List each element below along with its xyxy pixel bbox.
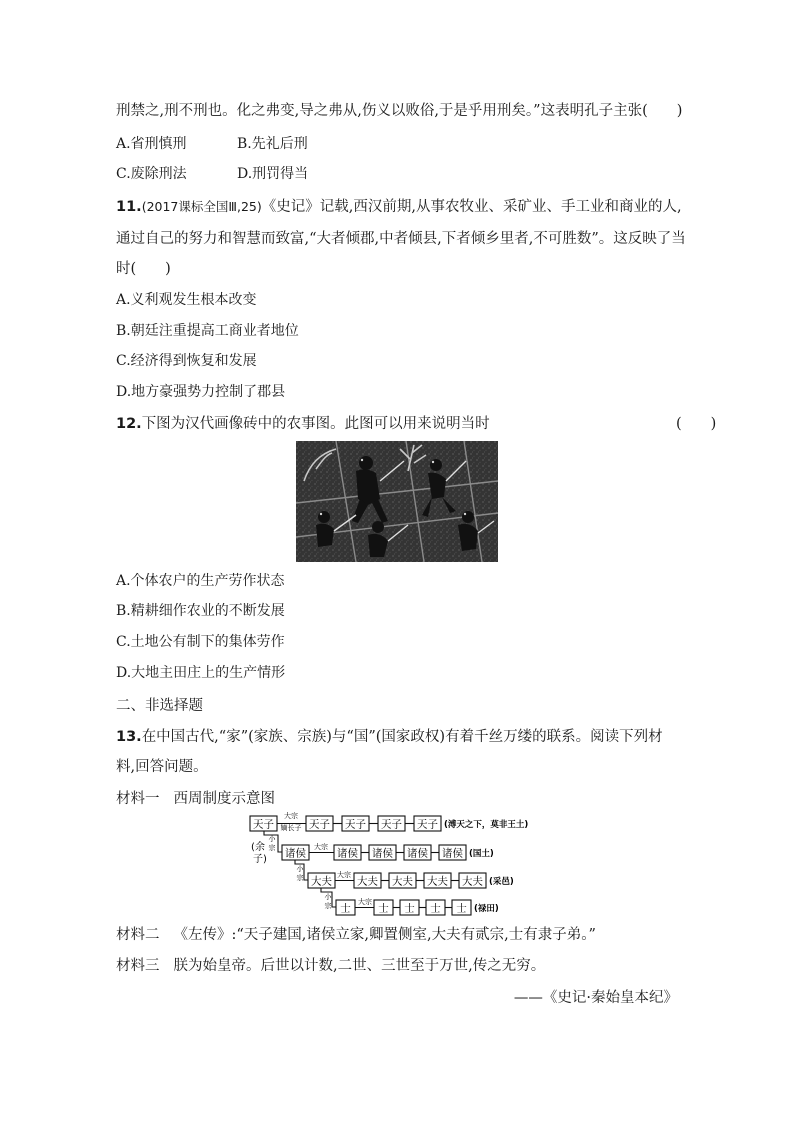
q12-answer-paren: ( ) — [676, 416, 717, 432]
material1-heading — [116, 789, 275, 809]
material3 — [116, 956, 545, 976]
q12-option-b[interactable]: B.精耕细作农业的不断发展 — [116, 603, 285, 619]
material3-citation: ——《史记·秦始皇本纪》 — [513, 990, 678, 1006]
material2-text: 《左传》:“天子建国,诸侯立家,卿置侧室,大夫有贰宗,士有隶子弟。” — [173, 927, 596, 943]
tianzi-box-1: 天子 — [309, 818, 330, 831]
dafu-box-1: 大夫 — [357, 875, 378, 888]
xiaozong-label-1a: 小 — [268, 835, 276, 843]
q10-stem-tail: 刑禁之,刑不刑也。化之弗变,导之弗从,伤义以败俗,于是乎用刑矣。”这表明孔子主张( ) — [116, 103, 683, 119]
q11-option-d[interactable]: D.地方豪强势力控制了郡县 — [116, 384, 286, 400]
q13-stem-line2: 料,回答问题。 — [116, 759, 208, 775]
zhuhou-box-0: 诸侯 — [285, 847, 306, 860]
western-zhou-system-diagram — [248, 811, 548, 922]
zhuhou-box-1: 诸侯 — [337, 847, 358, 860]
han-brick-farming-image — [296, 441, 498, 562]
material3-label: 材料三 — [116, 958, 160, 974]
q10-option-d[interactable]: D.刑罚得当 — [237, 166, 309, 182]
q11-source: (2017课标全国Ⅲ,25) — [141, 199, 262, 214]
q11-option-a[interactable]: A.义利观发生根本改变 — [116, 292, 257, 308]
material3-text: 朕为始皇帝。后世以计数,二世、三世至于万世,传之无穷。 — [173, 958, 546, 974]
q12-option-d[interactable]: D.大地主田庄上的生产情形 — [116, 665, 286, 681]
material1-title: 西周制度示意图 — [173, 791, 275, 807]
q12-stem-text: 下图为汉代画像砖中的农事图。此图可以用来说明当时 — [141, 416, 490, 432]
dafu-box-3: 大夫 — [427, 875, 448, 888]
zhuhou-box-2: 诸侯 — [372, 847, 393, 860]
q10-option-c[interactable]: C.废除刑法 — [116, 166, 187, 182]
material1-label: 材料一 — [116, 791, 160, 807]
material2 — [116, 925, 596, 945]
q12-stem — [116, 414, 490, 434]
shi-box-3: 士 — [430, 902, 441, 915]
dafu-note: (采邑) — [489, 877, 514, 887]
dafu-box-4: 大夫 — [462, 875, 483, 888]
q12-option-c[interactable]: C.土地公有制下的集体劳作 — [116, 634, 285, 650]
shi-box-4: 士 — [456, 902, 467, 915]
yuzi-label-1: (余 — [251, 842, 265, 853]
dazong-label-2: 大宗 — [314, 843, 328, 851]
dazong-label-1: 大宗 — [284, 812, 298, 820]
shi-note: (禄田) — [474, 904, 499, 914]
xiaozong-label-1b: 宗 — [268, 844, 276, 852]
q11-stem-line1 — [116, 197, 682, 217]
dizhangzi-label: 嫡长子 — [280, 824, 302, 832]
tianzi-box-4: 天子 — [417, 818, 438, 831]
q13-stem-line1 — [116, 727, 663, 747]
dazong-label-3: 大宗 — [337, 871, 351, 879]
q11-option-c[interactable]: C.经济得到恢复和发展 — [116, 353, 257, 369]
row-tianzi — [250, 811, 528, 832]
shi-box-2: 士 — [404, 902, 415, 915]
dafu-box-2: 大夫 — [392, 875, 413, 888]
q10-option-b[interactable]: B.先礼后刑 — [237, 136, 308, 152]
shi-box-1: 士 — [378, 902, 389, 915]
section2-heading: 二、非选择题 — [116, 698, 203, 714]
q11-option-b[interactable]: B.朝廷注重提高工商业者地位 — [116, 323, 299, 339]
tianzi-box-2: 天子 — [345, 818, 366, 831]
zhuhou-box-4: 诸侯 — [442, 847, 463, 860]
q11-number: 11. — [116, 199, 142, 215]
row-shi — [336, 897, 499, 915]
xiaozong-label-3b: 宗 — [324, 902, 332, 910]
xiaozong-label-3a: 小 — [324, 893, 332, 901]
q11-stem-line2: 通过自己的努力和智慧而致富,“大者倾郡,中者倾县,下者倾乡里者,不可胜数”。这反映了当 — [116, 231, 686, 247]
dafu-box-0: 大夫 — [311, 875, 332, 888]
q13-number: 13. — [116, 729, 142, 745]
q11-stem-line3: 时( ) — [116, 261, 171, 277]
q13-line1-text: 在中国古代,“家”(家族、宗族)与“国”(国家政权)有着千丝万缕的联系。阅读下列材 — [141, 729, 663, 745]
dazong-label-4: 大宗 — [358, 898, 372, 906]
q12-option-a[interactable]: A.个体农户的生产劳作状态 — [116, 573, 285, 589]
zhuhou-box-3: 诸侯 — [407, 847, 428, 860]
tianzi-box-0: 天子 — [253, 818, 274, 831]
q11-line1-text: 《史记》记载,西汉前期,从事农牧业、采矿业、手工业和商业的人, — [261, 199, 682, 215]
shi-box-0: 士 — [340, 902, 351, 915]
xiaozong-label-2a: 小 — [296, 865, 304, 873]
row-zhuhou — [282, 842, 494, 860]
row-dafu — [308, 870, 514, 888]
tianzi-box-3: 天子 — [381, 818, 402, 831]
q10-option-a[interactable]: A.省刑慎刑 — [116, 136, 187, 152]
zhuhou-note: (国土) — [469, 849, 494, 859]
q12-number: 12. — [116, 416, 142, 432]
tianzi-note: (溥天之下，莫非王土) — [444, 820, 529, 830]
yuzi-label-2: 子) — [253, 854, 267, 865]
xiaozong-label-2b: 宗 — [296, 874, 304, 882]
material2-label: 材料二 — [116, 927, 160, 943]
